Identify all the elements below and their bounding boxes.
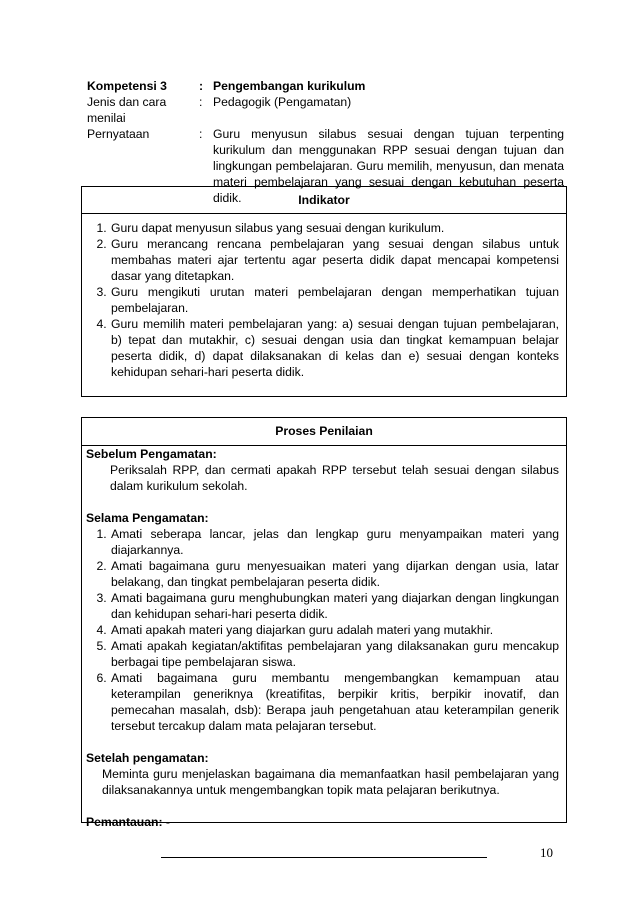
monitoring-value: - (162, 815, 170, 829)
assessment-process-body (82, 446, 566, 830)
during-observation-item: 3. Amati bagaimana guru menghubungkan materi yang diajarkan dengan lingkungan dan kehidupan sehari-hari peserta didik. (110, 590, 559, 622)
after-observation-title: Setelah pengamatan: (86, 751, 209, 765)
competency-colon: : (199, 79, 204, 93)
monitoring-title: Pemantauan: (86, 815, 163, 829)
indicator-list (82, 214, 566, 380)
during-observation-list (86, 526, 559, 734)
competency-value: Pengembangan kurikulum (213, 79, 366, 93)
before-observation-title: Sebelum Pengamatan: (86, 447, 217, 461)
assessment-type-label: Jenis dan cara menilai (87, 95, 167, 125)
assessment-type-row (87, 94, 564, 126)
during-observation-item: 5. Amati apakah kegiatan/aktifitas pembelajaran yang dilaksanakan guru mencakup berbagai tipe pembelajaran siswa. (110, 638, 559, 670)
competency-row (87, 78, 564, 94)
footer-line (161, 857, 487, 858)
before-observation-text: Periksalah RPP, dan cermati apakah RPP tersebut telah sesuai dengan silabus dalam kurikulum sekolah. (110, 463, 559, 493)
monitoring-row (86, 814, 559, 830)
during-observation-item: 1. Amati seberapa lancar, jelas dan lengkap guru menyampaikan materi yang diajarkannya. (110, 526, 559, 558)
spacer (86, 494, 559, 510)
statement-label: Pernyataan (87, 127, 150, 141)
during-observation-item: 4. Amati apakah materi yang diajarkan guru adalah materi yang mutakhir. (110, 622, 559, 638)
assessment-process-title: Proses Penilaian (82, 418, 566, 446)
indicator-box (81, 186, 567, 397)
after-observation-text: Meminta guru menjelaskan bagaimana dia memanfaatkan hasil pembelajaran yang dilaksanakannya untuk mengembangkan topik mata pelajaran berikutnya. (102, 767, 559, 797)
indicator-title: Indikator (82, 187, 566, 214)
assessment-type-colon: : (199, 95, 203, 109)
during-observation-item: 6. Amati bagaimana guru membantu mengembangkan kemampuan atau keterampilan generiknya (kreatifitas, berpikir kritis, berpikir inovatif, dan pemecahan masalah, dsb): Berapa jauh pengetahuan atau keterampilan generik tersebut tercakup dalam mata pelajaran tersebut. (110, 670, 559, 734)
indicator-item: 4. Guru memilih materi pembelajaran yang: a) sesuai dengan tujuan pembelajaran, b) tepat dan mutakhir, c) sesuai dengan usia dan tingkat kemampuan belajar peserta didik, d) dapat dilaksanakan di kelas dan e) sesuai dengan konteks kehidupan sehari-hari peserta didik. (110, 316, 559, 380)
statement-colon: : (199, 127, 203, 141)
indicator-item: 2. Guru merancang rencana pembelajaran yang sesuai dengan silabus untuk membahas materi ajar tertentu agar peserta didik dapat mencapai kompetensi dasar yang ditetapkan. (110, 236, 559, 284)
during-observation-item: 2. Amati bagaimana guru menyesuaikan materi yang dijarkan dengan usia, latar belakang, dan tingkat pembelajaran peserta didik. (110, 558, 559, 590)
indicator-item: 3. Guru mengikuti urutan materi pembelajaran dengan memperhatikan tujuan pembelajaran. (110, 284, 559, 316)
indicator-item: 1. Guru dapat menyusun silabus yang sesuai dengan kurikulum. (110, 220, 559, 236)
spacer (86, 734, 559, 750)
assessment-type-value: Pedagogik (Pengamatan) (213, 95, 352, 109)
page-number: 10 (540, 845, 553, 860)
statement-value: Guru menyusun silabus sesuai dengan tujuan terpenting kurikulum dan menggunakan RPP sesuai dengan tujuan dan lingkungan pembelajaran. Guru memilih, menyusun, dan menata materi pembelajaran yang sesuai dengan kebutuhan peserta didik. (213, 127, 564, 205)
during-observation-title: Selama Pengamatan: (86, 511, 209, 525)
assessment-process-box (81, 417, 567, 829)
spacer (86, 798, 559, 814)
competency-label: Kompetensi 3 (87, 79, 167, 93)
